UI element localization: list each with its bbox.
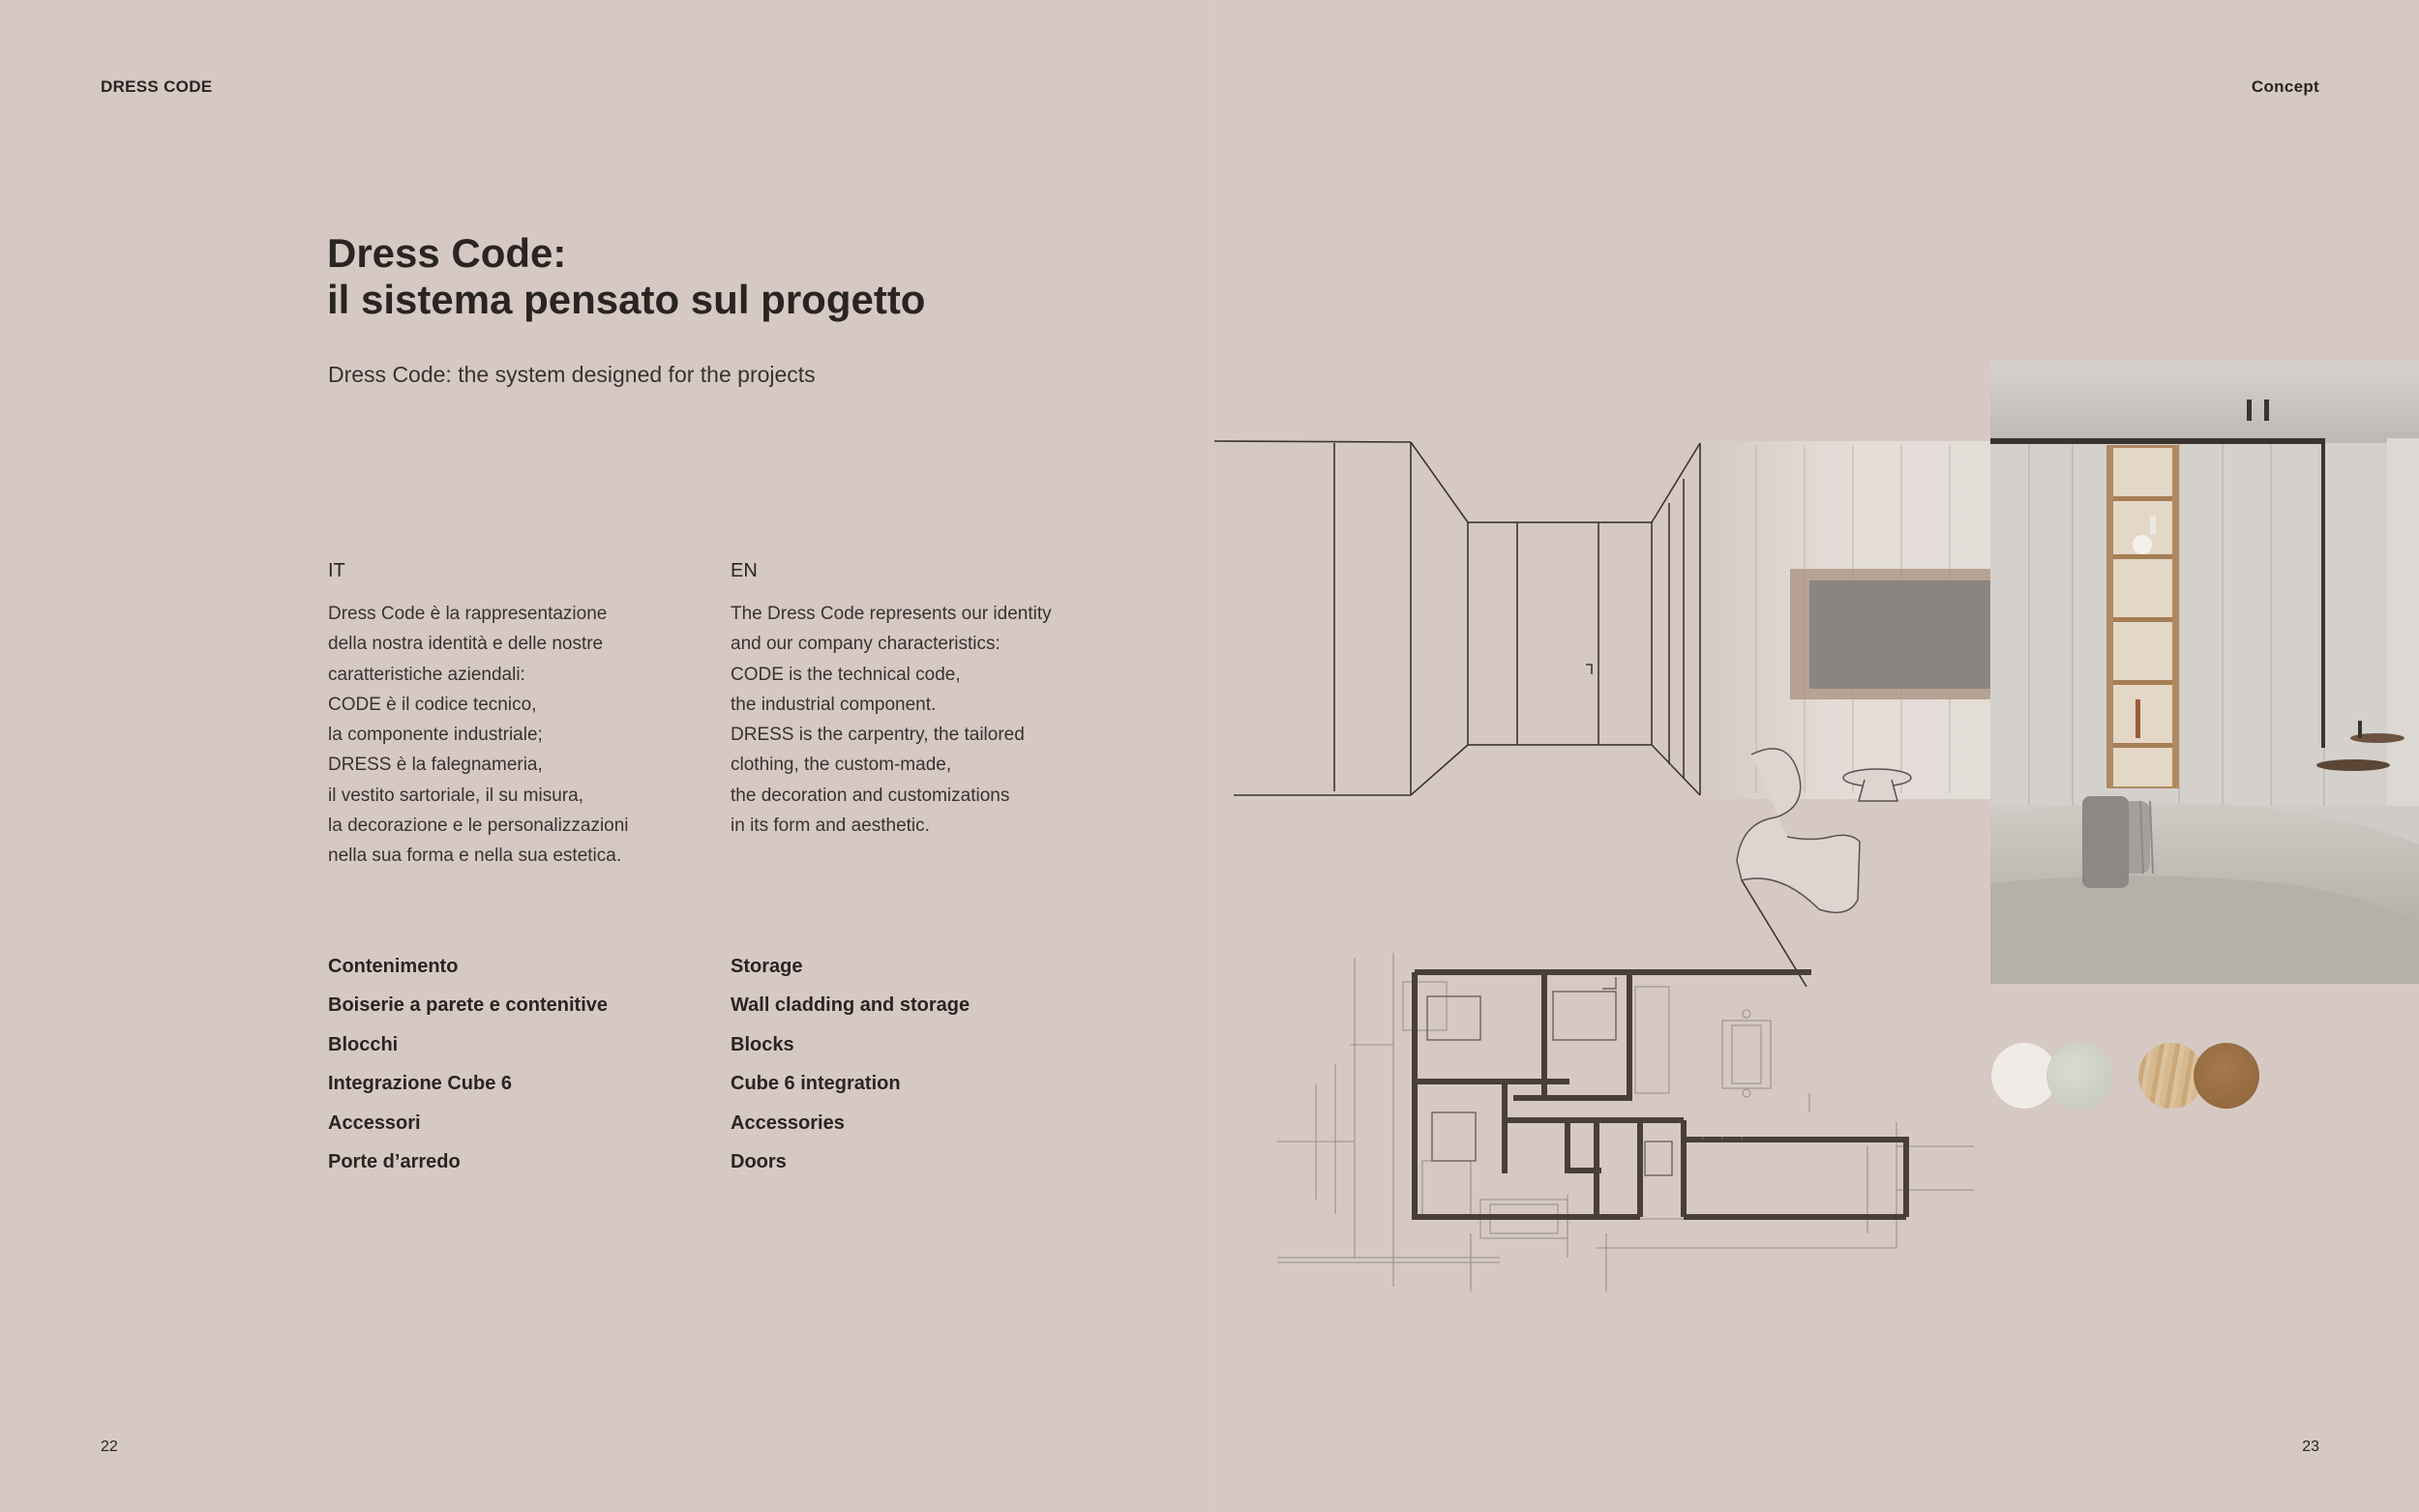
body-line: CODE è il codice tecnico, — [328, 694, 537, 715]
body-line: Dress Code è la rappresentazione — [328, 604, 608, 624]
english-column — [731, 560, 1079, 841]
list-item: Blocks — [731, 1033, 794, 1055]
body-line: la decorazione e le personalizzazioni — [328, 815, 629, 837]
italian-body-text — [328, 599, 676, 872]
body-line: clothing, the custom-made, — [731, 755, 952, 776]
body-line: the decoration and customizations — [731, 785, 1010, 806]
list-item: Doors — [731, 1151, 787, 1173]
body-line: in its form and aesthetic. — [731, 815, 930, 837]
english-product-list — [731, 947, 970, 1181]
body-line: The Dress Code represents our identity — [731, 604, 1052, 624]
list-item: Accessori — [328, 1112, 421, 1134]
body-line: la componente industriale; — [328, 725, 543, 746]
title-line-2: il sistema pensato sul progetto — [327, 277, 926, 322]
italian-column — [328, 560, 676, 872]
page-subtitle: Dress Code: the system designed for the projects — [328, 362, 816, 387]
language-label-en: EN — [731, 560, 758, 581]
body-line: the industrial component. — [731, 694, 937, 715]
interior-sketch-illustration — [1214, 358, 1998, 996]
running-head-right: Concept — [2251, 77, 2319, 96]
title-line-1: Dress Code: — [327, 230, 567, 276]
english-body-text — [731, 599, 1079, 841]
list-item: Accessories — [731, 1112, 845, 1134]
color-swatch-walnut — [2194, 1043, 2259, 1109]
living-room-render — [1990, 361, 2419, 984]
body-line: and our company characteristics: — [731, 634, 1000, 655]
list-item: Blocchi — [328, 1033, 399, 1055]
language-label-it: IT — [328, 560, 345, 581]
body-line: il vestito sartoriale, il su misura, — [328, 785, 583, 806]
floor-plan-sketch — [1277, 948, 1974, 1296]
body-line: della nostra identità e delle nostre — [328, 634, 604, 655]
body-line: caratteristiche aziendali: — [328, 664, 525, 685]
page-title — [327, 230, 925, 323]
page-gutter — [1207, 0, 1209, 1512]
body-line: CODE is the technical code, — [731, 664, 961, 685]
body-line: DRESS è la falegnameria, — [328, 755, 543, 776]
color-swatch-sage — [2046, 1043, 2112, 1109]
list-item: Storage — [731, 956, 803, 977]
list-item: Cube 6 integration — [731, 1073, 901, 1095]
body-line: DRESS is the carpentry, the tailored — [731, 725, 1025, 746]
list-item: Wall cladding and storage — [731, 994, 971, 1017]
running-head-left: DRESS CODE — [101, 77, 213, 96]
list-item: Contenimento — [328, 956, 459, 977]
italian-product-list — [328, 947, 608, 1181]
list-item: Boiserie a parete e contenitive — [328, 994, 609, 1017]
page-number-right: 23 — [2302, 1438, 2319, 1455]
interior-render-image — [1990, 361, 2419, 984]
page-number-left: 22 — [101, 1438, 118, 1455]
body-line: nella sua forma e nella sua estetica. — [328, 845, 622, 867]
list-item: Porte d’arredo — [328, 1151, 461, 1173]
list-item: Integrazione Cube 6 — [328, 1073, 513, 1095]
